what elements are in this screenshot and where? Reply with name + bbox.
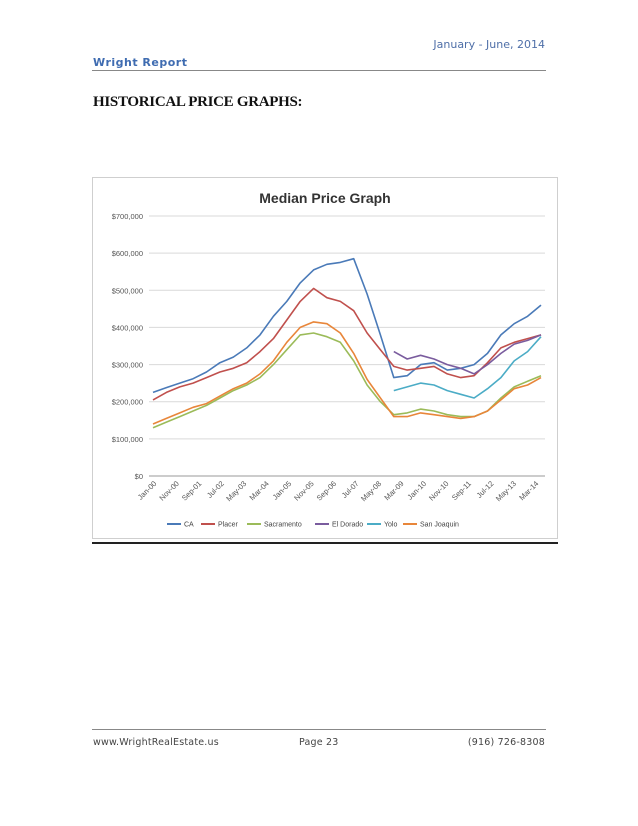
y-tick-label: $400,000 <box>111 323 143 333</box>
legend-label: El Dorado <box>332 521 364 529</box>
chart-frame <box>92 177 558 539</box>
section-title: HISTORICAL PRICE GRAPHS: <box>93 94 303 110</box>
x-tick-label: Nov-05 <box>292 479 316 503</box>
legend-label: CA <box>184 521 194 529</box>
x-tick-label: Mar-04 <box>247 479 271 503</box>
x-tick-label: Jul-12 <box>474 479 496 500</box>
y-tick-label: $300,000 <box>111 360 143 370</box>
header-report-name: Wright Report <box>93 56 188 69</box>
x-tick-label: Mar-14 <box>517 479 541 503</box>
x-tick-label: May-13 <box>493 479 518 504</box>
x-tick-label: Jan-00 <box>135 479 159 502</box>
y-tick-label: $100,000 <box>111 434 143 444</box>
footer-phone: (916) 726-8308 <box>467 737 545 748</box>
y-tick-label: $0 <box>134 472 143 481</box>
header-date-range: January - June, 2014 <box>433 38 545 51</box>
y-tick-label: $700,000 <box>111 212 143 221</box>
x-tick-label: Sep-06 <box>314 479 339 503</box>
x-tick-label: Jul-02 <box>205 479 226 500</box>
series-line-san-joaquin <box>153 322 541 424</box>
legend-label: Yolo <box>384 521 398 529</box>
footer-page-number: Page 23 <box>299 737 339 748</box>
y-tick-label: $200,000 <box>111 397 143 407</box>
x-tick-label: Sep-01 <box>179 479 204 503</box>
header-divider <box>92 70 546 71</box>
footer-website: www.WrightRealEstate.us <box>93 737 219 748</box>
x-tick-label: Nov-10 <box>427 479 451 503</box>
legend-label: Sacramento <box>264 521 302 529</box>
x-tick-label: Nov-00 <box>157 479 181 503</box>
x-tick-label: May-03 <box>224 479 249 504</box>
y-tick-label: $500,000 <box>111 286 143 296</box>
legend-label: San Joaquin <box>420 521 459 529</box>
legend-label: Placer <box>218 521 238 529</box>
series-line-yolo <box>394 337 541 398</box>
x-tick-label: May-08 <box>359 479 384 504</box>
x-tick-label: Sep-11 <box>449 479 474 503</box>
chart-title: Median Price Graph <box>259 190 391 206</box>
y-tick-label: $600,000 <box>111 249 143 259</box>
x-tick-label: Jul-07 <box>339 479 361 500</box>
series-line-ca <box>153 259 541 393</box>
chart-bottom-rule <box>92 542 558 544</box>
x-tick-label: Jan-10 <box>405 479 429 502</box>
x-tick-label: Jan-05 <box>270 479 294 502</box>
median-price-chart <box>93 178 557 538</box>
x-tick-label: Mar-09 <box>382 479 406 503</box>
footer-divider <box>92 729 546 730</box>
